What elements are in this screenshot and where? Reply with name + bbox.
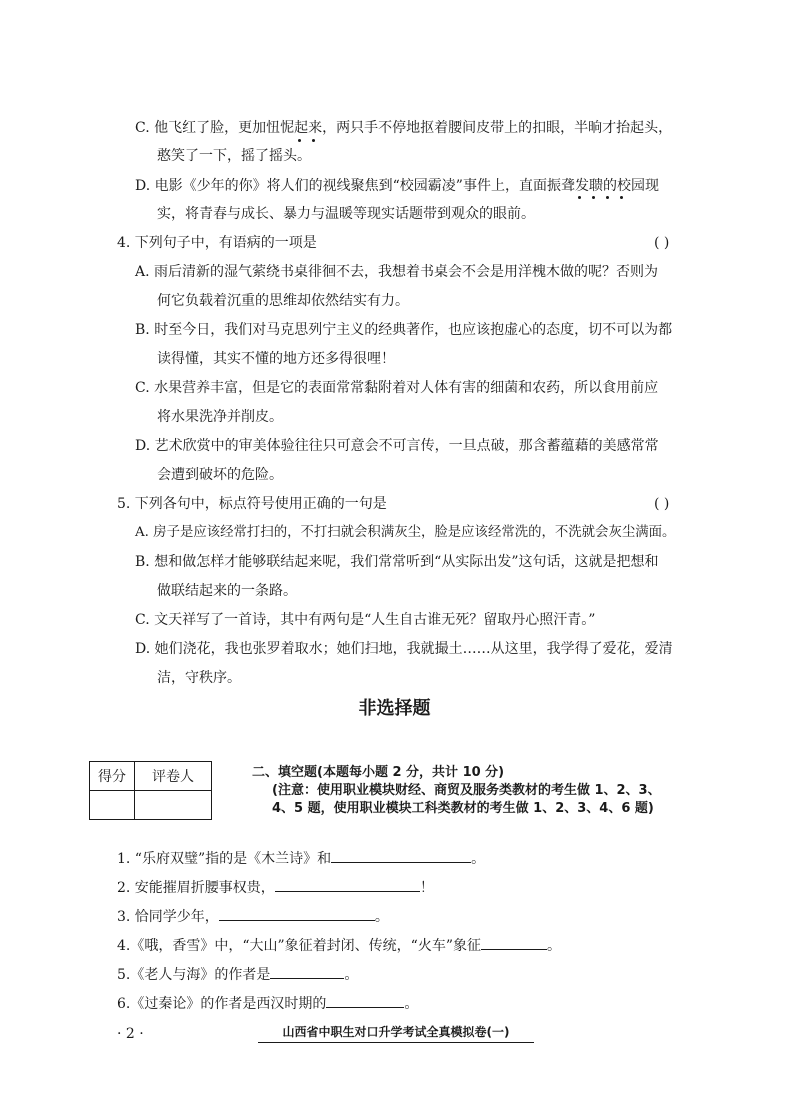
fill-q4-text: 4.《哦，香雪》中，“大山”象征着封闭、传统，“火车”象征 xyxy=(117,938,481,954)
q4-option-c-line2: 将水果洗净并削皮。 xyxy=(157,409,283,425)
fill-q1-end: 。 xyxy=(471,851,486,867)
part2-heading: 二、填空题(本题每小题 2 分，共计 10 分) xyxy=(252,765,505,780)
section-title: 非选择题 xyxy=(358,698,431,719)
answer-blank[interactable] xyxy=(331,847,471,863)
fill-q2-text: 2. 安能摧眉折腰事权贵， xyxy=(117,880,275,896)
q4-option-b-line1: B. 时至今日，我们对马克思列宁主义的经典著作，也应该抱虚心的态度，切不可以为都 xyxy=(135,322,673,338)
q5-option-b-line2: 做联结起来的一条路。 xyxy=(157,583,297,599)
fill-q3-end: 。 xyxy=(374,909,389,925)
emphasis-dots xyxy=(574,196,634,200)
score-header: 得分 xyxy=(90,762,135,791)
page-number: · 2 · xyxy=(117,1026,144,1042)
q3-option-d-line1: D. 电影《少年的你》将人们的视线聚焦到“校园霸凌”事件上，直面振聋发聩的校园现 xyxy=(135,178,659,194)
answer-blank[interactable] xyxy=(219,905,375,921)
q4-stem: 4. 下列句子中，有语病的一项是 xyxy=(117,235,317,251)
emphasis-dots xyxy=(293,139,323,143)
fill-q5-end: 。 xyxy=(344,967,359,983)
fill-q6-text: 6.《过秦论》的作者是西汉时期的 xyxy=(117,996,327,1012)
q3-option-c-line2: 憨笑了一下，摇了摇头。 xyxy=(157,148,311,164)
q3-option-c-line1: C. 他飞红了脸，更加忸怩起来，两只手不停地抠着腰间皮带上的扣眼，半晌才抬起头， xyxy=(135,120,673,136)
fill-question-2 xyxy=(117,876,434,898)
q4-option-b-line2: 读得懂，其实不懂的地方还多得很哩！ xyxy=(157,351,395,367)
answer-blank[interactable] xyxy=(481,934,547,950)
q5-answer-paren: ( ) xyxy=(654,496,670,512)
q4-option-d-line2: 会遭到破坏的危险。 xyxy=(157,467,283,483)
fill-question-3 xyxy=(117,905,389,927)
grader-cell[interactable] xyxy=(135,791,212,820)
score-table xyxy=(89,761,212,820)
score-cell[interactable] xyxy=(90,791,135,820)
q5-option-d-line2: 洁，守秩序。 xyxy=(157,670,241,686)
fill-q2-end: ！ xyxy=(419,880,434,896)
footer-title: 山西省中职生对口升学考试全真模拟卷(一) xyxy=(258,1022,534,1043)
q4-answer-paren: ( ) xyxy=(654,235,670,251)
fill-q5-text: 5.《老人与海》的作者是 xyxy=(117,967,271,983)
fill-question-4 xyxy=(117,934,561,956)
part2-note-line2: 4、5 题，使用职业模块工科类教材的考生做 1、2、3、4、6 题) xyxy=(272,801,654,816)
q4-option-c-line1: C. 水果营养丰富，但是它的表面常常黏附着对人体有害的细菌和农药，所以食用前应 xyxy=(135,380,659,396)
fill-question-1 xyxy=(117,847,485,869)
q3-option-d-line2: 实，将青春与成长、暴力与温暖等现实话题带到观众的眼前。 xyxy=(157,206,535,222)
part2-note-line1: (注意：使用职业模块财经、商贸及服务类教材的考生做 1、2、3、 xyxy=(272,783,661,798)
q4-option-a-line2: 何它负载着沉重的思维却依然结实有力。 xyxy=(157,293,409,309)
fill-q3-text: 3. 恰同学少年， xyxy=(117,909,219,925)
answer-blank[interactable] xyxy=(275,876,420,892)
q5-option-c-line1: C. 文天祥写了一首诗，其中有两句是“人生自古谁无死？留取丹心照汗青。” xyxy=(135,612,596,628)
fill-q4-end: 。 xyxy=(547,938,561,954)
answer-blank[interactable] xyxy=(270,963,344,979)
q5-option-b-line1: B. 想和做怎样才能够联结起来呢，我们常常听到“从实际出发”这句话，这就是把想和 xyxy=(135,554,659,570)
q5-option-d-line1: D. 她们浇花，我也张罗着取水；她们扫地，我就撮土……从这里，我学得了爱花，爱清 xyxy=(135,641,673,657)
grader-header: 评卷人 xyxy=(135,762,212,791)
q5-stem: 5. 下列各句中，标点符号使用正确的一句是 xyxy=(117,496,387,512)
fill-question-5 xyxy=(117,963,358,985)
fill-q6-end: 。 xyxy=(404,996,419,1012)
fill-q1-text: 1. “乐府双璧”指的是《木兰诗》和 xyxy=(117,851,332,867)
q4-option-a-line1: A. 雨后清新的湿气萦绕书桌徘徊不去，我想着书桌会不会是用洋槐木做的呢？否则为 xyxy=(135,264,659,280)
q4-option-d-line1: D. 艺术欣赏中的审美体验往往只可意会不可言传，一旦点破，那含蓄蕴藉的美感常常 xyxy=(135,438,659,454)
fill-question-6 xyxy=(117,992,418,1014)
answer-blank[interactable] xyxy=(326,992,404,1008)
q5-option-a-line1: A. 房子是应该经常打扫的，不打扫就会积满灰尘，脸是应该经常洗的，不洗就会灰尘满面。 xyxy=(135,525,676,540)
